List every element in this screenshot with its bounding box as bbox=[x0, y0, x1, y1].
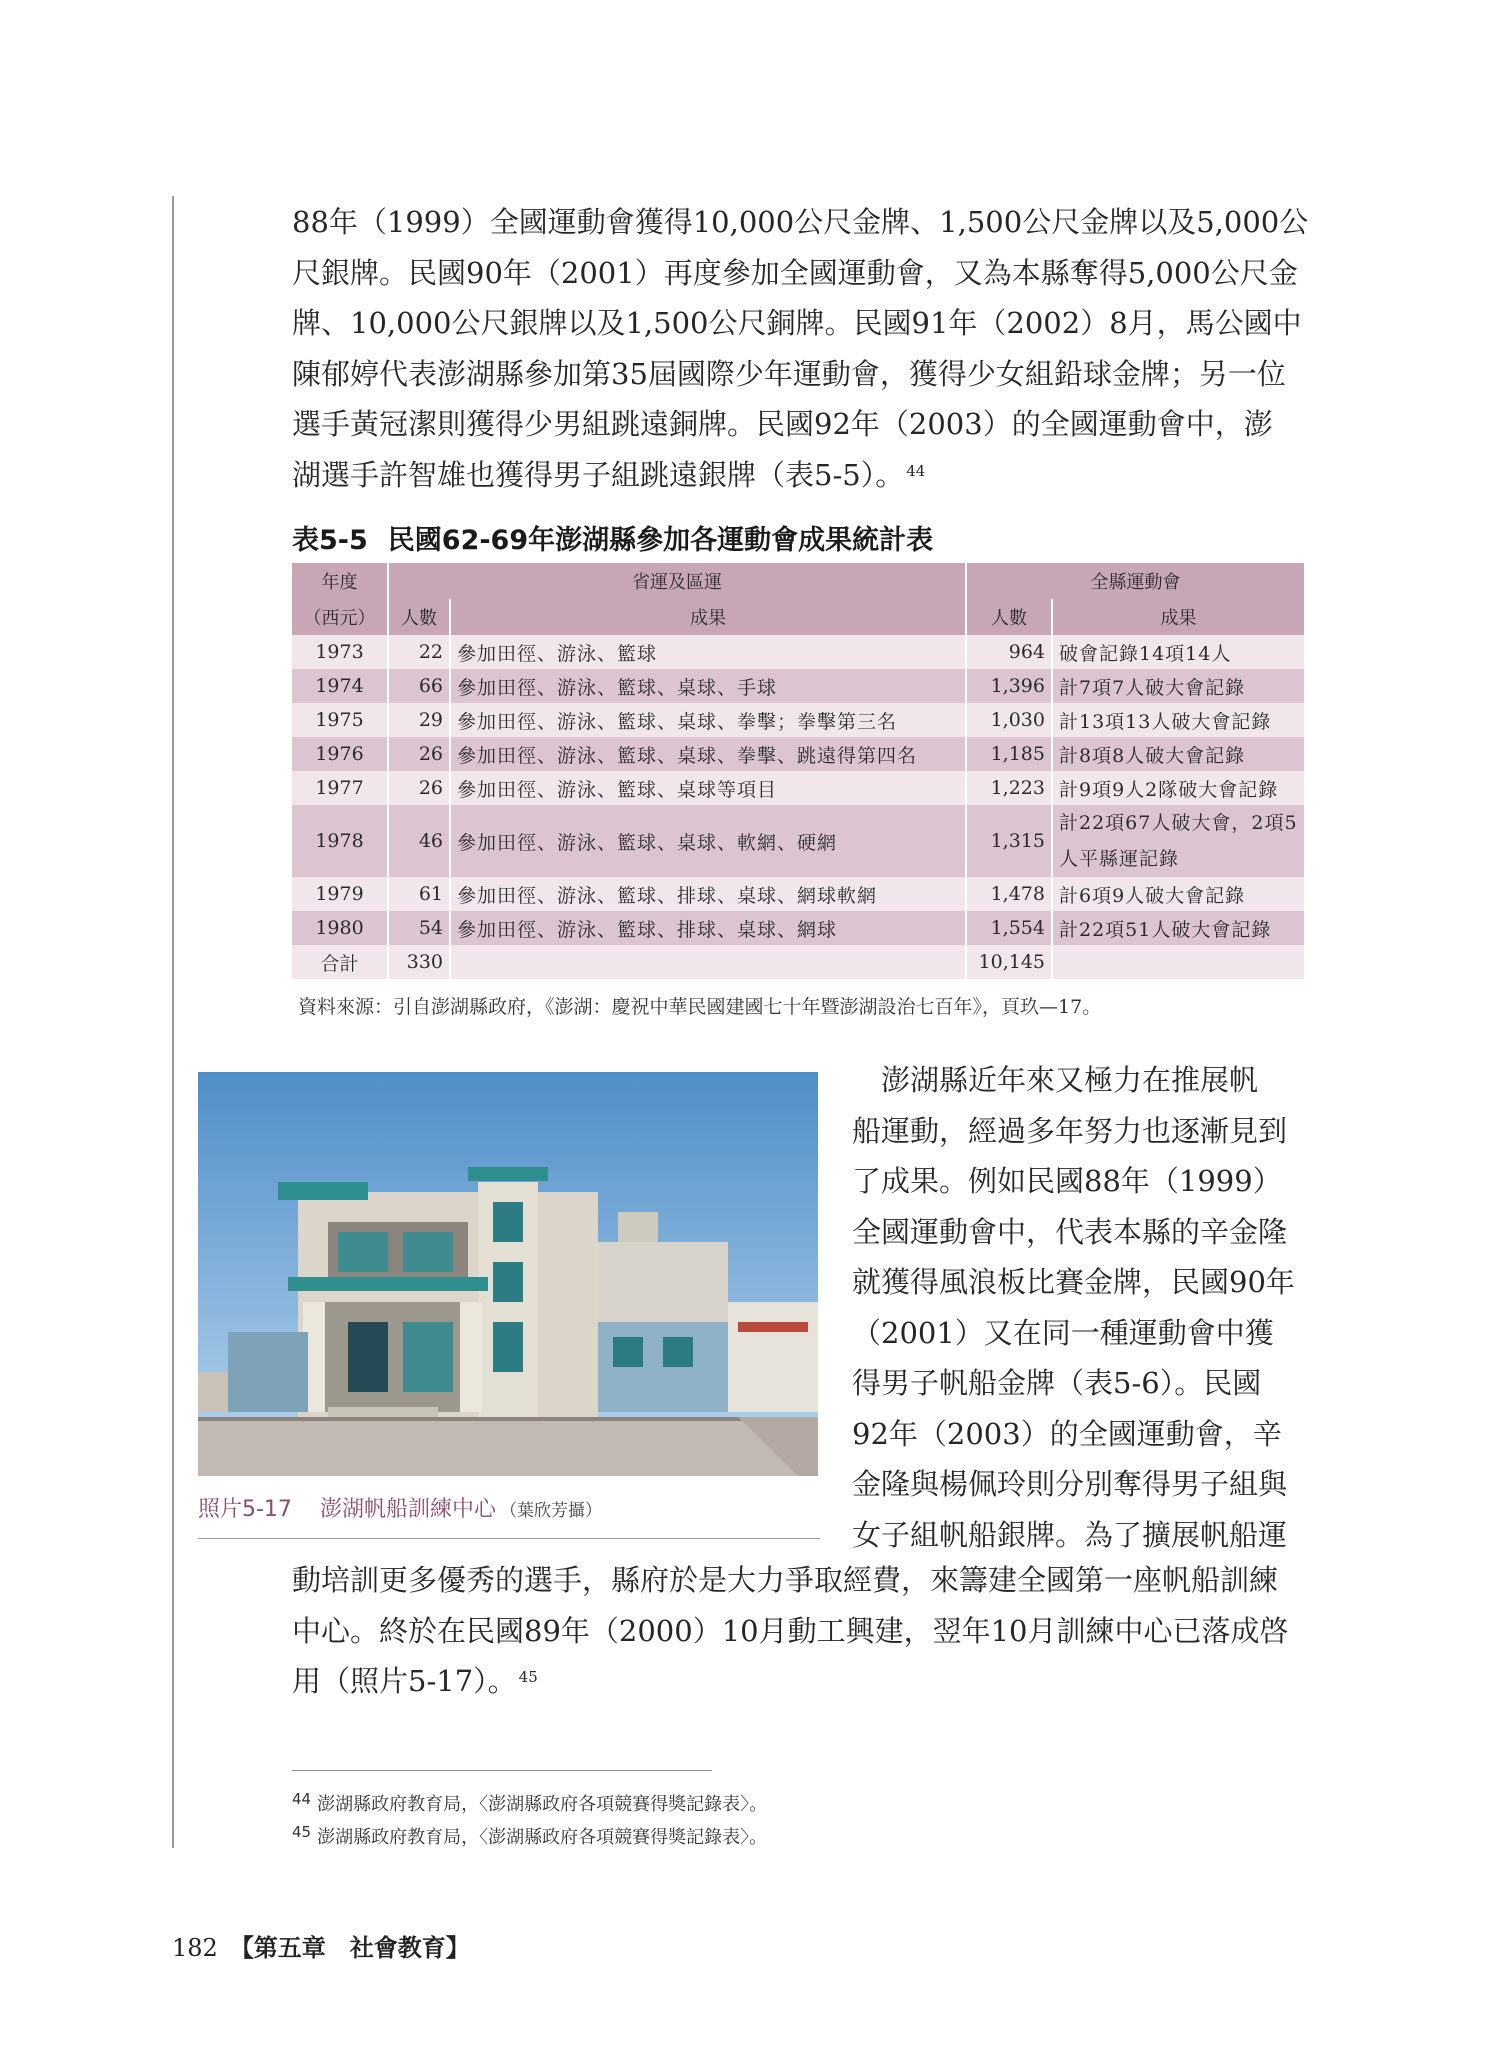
paragraph-line: 了成果。例如民國88年（1999） bbox=[852, 1164, 1282, 1198]
table-title-text: 民國62-69年澎湖縣參加各運動會成果統計表 bbox=[387, 525, 934, 556]
footnote-45 bbox=[292, 1823, 767, 1849]
paragraph-line-text: 湖選手許智雄也獲得男子組跳遠銀牌（表5-5）。 bbox=[292, 457, 905, 492]
header-year-sub: （西元） bbox=[292, 599, 388, 635]
cell-county-result: 計7項7人破大會記錄 bbox=[1052, 669, 1304, 703]
running-footer bbox=[172, 1928, 470, 1963]
header-prov-results: 成果 bbox=[450, 599, 966, 635]
cell-year: 1974 bbox=[292, 669, 388, 703]
cell-county-result: 計9項9人2隊破大會記錄 bbox=[1052, 771, 1304, 805]
table-row bbox=[292, 669, 1304, 703]
cell-county-result: 計6項9人破大會記錄 bbox=[1052, 877, 1304, 911]
cell-county-people: 1,223 bbox=[966, 771, 1052, 805]
paragraph-line: 澎湖縣近年來又極力在推展帆 bbox=[852, 1063, 1259, 1097]
header-county-results: 成果 bbox=[1052, 599, 1304, 635]
paragraph-line: 中心。終於在民國89年（2000）10月動工興建，翌年10月訓練中心已落成啓 bbox=[292, 1613, 1289, 1648]
footnote-44 bbox=[292, 1790, 767, 1816]
cell-county-people: 1,554 bbox=[966, 911, 1052, 945]
cell-county-people: 1,315 bbox=[966, 805, 1052, 877]
cell-prov-result: 參加田徑、游泳、籃球、排球、桌球、網球軟網 bbox=[450, 877, 966, 911]
table-row bbox=[292, 911, 1304, 945]
table-number: 表5-5 bbox=[292, 525, 368, 556]
cell-empty bbox=[450, 945, 966, 979]
paragraph-line: 選手黃冠潔則獲得少男組跳遠銅牌。民國92年（2003）的全國運動會中，澎 bbox=[292, 407, 1273, 441]
table-subheader-row bbox=[292, 599, 1304, 635]
cell-county-people: 1,185 bbox=[966, 737, 1052, 771]
paragraph-line: 就獲得風浪板比賽金牌，民國90年 bbox=[852, 1265, 1295, 1299]
footnote-number: 44 bbox=[292, 1790, 312, 1808]
paragraph-line: （2001）又在同一種運動會中獲 bbox=[852, 1315, 1274, 1350]
cell-county-people: 1,396 bbox=[966, 669, 1052, 703]
cell-prov-people: 61 bbox=[388, 877, 450, 911]
table-header-row bbox=[292, 563, 1304, 599]
header-prov-people: 人數 bbox=[388, 599, 450, 635]
paragraph-line: 得男子帆船金牌（表5-6）。民國 bbox=[852, 1366, 1262, 1400]
page-number: 182 bbox=[172, 1934, 218, 1962]
results-table bbox=[292, 563, 1304, 979]
paragraph-line bbox=[292, 1656, 1289, 1707]
cell-prov-result: 參加田徑、游泳、籃球、桌球等項目 bbox=[450, 771, 966, 805]
cell-county-people: 1,030 bbox=[966, 703, 1052, 737]
cell-county-result: 破會記錄14項14人 bbox=[1052, 635, 1304, 669]
cell-prov-result: 參加田徑、游泳、籃球、桌球、拳擊；拳擊第三名 bbox=[450, 703, 966, 737]
cell-total-label: 合計 bbox=[292, 945, 388, 979]
cell-prov-people: 66 bbox=[388, 669, 450, 703]
cell-year: 1980 bbox=[292, 911, 388, 945]
paragraph-line: 動培訓更多優秀的選手，縣府於是大力爭取經費，來籌建全國第一座帆船訓練 bbox=[292, 1563, 1279, 1597]
paragraph-line: 女子組帆船銀牌。為了擴展帆船運 bbox=[852, 1517, 1288, 1552]
cell-total-county-people: 10,145 bbox=[966, 945, 1052, 979]
cell-county-result: 計22項67人破大會，2項5人平縣運記錄 bbox=[1052, 805, 1304, 877]
paragraph-line: 88年（1999）全國運動會獲得10,000公尺金牌、1,500公尺金牌以及5,000公 bbox=[292, 205, 1309, 239]
paragraph-line: 牌、10,000公尺銀牌以及1,500公尺銅牌。民國91年（2002）8月，馬公國中 bbox=[292, 306, 1302, 340]
cell-prov-people: 26 bbox=[388, 737, 450, 771]
table-row bbox=[292, 737, 1304, 771]
header-county: 全縣運動會 bbox=[966, 563, 1304, 599]
paragraph-line: 船運動，經過多年努力也逐漸見到 bbox=[852, 1113, 1288, 1148]
chapter-title: 【第五章 社會教育】 bbox=[229, 1933, 470, 1962]
paragraph-2-full bbox=[292, 1555, 1289, 1707]
paragraph-line: 全國運動會中，代表本縣的辛金隆 bbox=[852, 1214, 1288, 1249]
header-county-people: 人數 bbox=[966, 599, 1052, 635]
table-row bbox=[292, 635, 1304, 669]
photo-label: 照片5-17 bbox=[198, 1497, 292, 1522]
footnote-text: 澎湖縣政府教育局，〈澎湖縣政府各項競賽得獎記錄表〉。 bbox=[317, 1827, 768, 1848]
table-title bbox=[292, 518, 933, 557]
cell-county-people: 1,478 bbox=[966, 877, 1052, 911]
photo-caption bbox=[198, 1492, 602, 1523]
photo-sailing-center bbox=[198, 1072, 818, 1476]
photo-credit: （葉欣芳攝） bbox=[499, 1501, 602, 1521]
cell-year: 1973 bbox=[292, 635, 388, 669]
cell-prov-result: 參加田徑、游泳、籃球 bbox=[450, 635, 966, 669]
cell-county-result: 計13項13人破大會記錄 bbox=[1052, 703, 1304, 737]
paragraph-line bbox=[292, 450, 1308, 501]
cell-prov-people: 26 bbox=[388, 771, 450, 805]
footnote-ref-44[interactable]: 44 bbox=[906, 461, 926, 480]
header-year: 年度 bbox=[292, 563, 388, 599]
footnote-number: 45 bbox=[292, 1823, 312, 1841]
paragraph-line-text: 用（照片5-17）。 bbox=[292, 1664, 517, 1698]
cell-prov-people: 54 bbox=[388, 911, 450, 945]
table-total-row bbox=[292, 945, 1304, 979]
cell-year: 1977 bbox=[292, 771, 388, 805]
cell-prov-result: 參加田徑、游泳、籃球、桌球、拳擊、跳遠得第四名 bbox=[450, 737, 966, 771]
cell-prov-people: 29 bbox=[388, 703, 450, 737]
cell-county-result: 計22項51人破大會記錄 bbox=[1052, 911, 1304, 945]
cell-year: 1976 bbox=[292, 737, 388, 771]
cell-total-prov-people: 330 bbox=[388, 945, 450, 979]
caption-rule bbox=[198, 1538, 820, 1539]
footnote-rule bbox=[292, 1770, 712, 1771]
cell-county-people: 964 bbox=[966, 635, 1052, 669]
building-illustration bbox=[198, 1072, 818, 1476]
paragraph-line: 陳郁婷代表澎湖縣參加第35屆國際少年運動會，獲得少女組鉛球金牌；另一位 bbox=[292, 356, 1286, 391]
margin-rule bbox=[172, 196, 174, 1848]
cell-prov-people: 22 bbox=[388, 635, 450, 669]
cell-year: 1978 bbox=[292, 805, 388, 877]
footnote-text: 澎湖縣政府教育局，〈澎湖縣政府各項競賽得獎記錄表〉。 bbox=[317, 1794, 768, 1815]
paragraph-2-side bbox=[852, 1055, 1295, 1560]
table-row bbox=[292, 771, 1304, 805]
table-source: 資料來源：引自澎湖縣政府，《澎湖：慶祝中華民國建國七十年暨澎湖設治七百年》，頁玖—17。 bbox=[298, 996, 1102, 1018]
cell-county-result: 計8項8人破大會記錄 bbox=[1052, 737, 1304, 771]
paragraph-1 bbox=[292, 197, 1308, 500]
paragraph-line: 金隆與楊佩玲則分別奪得男子組與 bbox=[852, 1467, 1288, 1501]
table-row bbox=[292, 877, 1304, 911]
cell-empty bbox=[1052, 945, 1304, 979]
cell-prov-people: 46 bbox=[388, 805, 450, 877]
table-row bbox=[292, 703, 1304, 737]
paragraph-line: 尺銀牌。民國90年（2001）再度參加全國運動會，又為本縣奪得5,000公尺金 bbox=[292, 255, 1298, 290]
table-row bbox=[292, 805, 1304, 877]
footnote-ref-45[interactable]: 45 bbox=[518, 1668, 538, 1686]
header-provincial: 省運及區運 bbox=[388, 563, 966, 599]
cell-prov-result: 參加田徑、游泳、籃球、排球、桌球、網球 bbox=[450, 911, 966, 945]
cell-prov-result: 參加田徑、游泳、籃球、桌球、手球 bbox=[450, 669, 966, 703]
cell-year: 1979 bbox=[292, 877, 388, 911]
cell-prov-result: 參加田徑、游泳、籃球、桌球、軟網、硬網 bbox=[450, 805, 966, 877]
cell-year: 1975 bbox=[292, 703, 388, 737]
paragraph-line: 92年（2003）的全國運動會，辛 bbox=[852, 1416, 1282, 1451]
photo-title: 澎湖帆船訓練中心 bbox=[319, 1497, 496, 1522]
